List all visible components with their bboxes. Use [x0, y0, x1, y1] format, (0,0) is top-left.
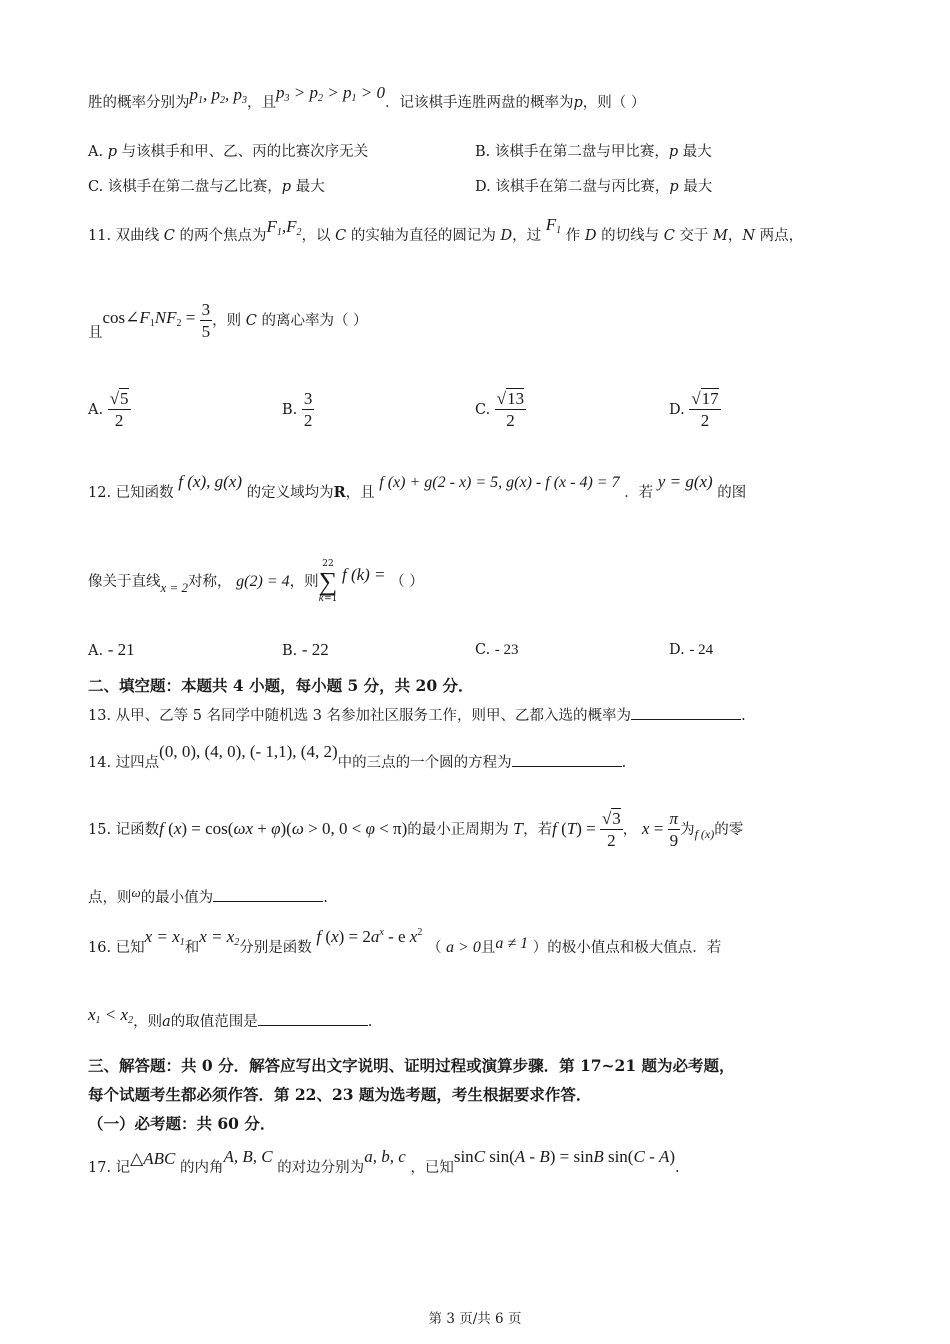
q16-line2: $x_1 < x_2$，则a的取值范围是 . — [88, 1005, 373, 1030]
q14: 14. 过四点(0, 0), (4, 0), (- 1,1), (4, 2)中的三点的一个圆的方程为 . — [88, 742, 627, 771]
q10-ineq: $p_3 > p_2 > p_1 > 0$ — [276, 83, 385, 104]
q12-option-c: C. - 23 — [475, 642, 519, 658]
q11-line2: 且$\cos\angle F_1NF_2$ = $\frac{3}{5}$ ，则 C 的离心率为（ ） — [88, 300, 368, 341]
q17: 17. 记△ABC 的内角A, B, C 的对边分别为a, b, c ，已知sinC sin(A - B) = sinB sin(C - A). — [88, 1147, 680, 1176]
section-3-required-heading: （一）必考题：共 60 分． — [88, 1114, 276, 1133]
q11-fraction: $\frac{3}{5}$ — [201, 300, 211, 341]
q11-option-d: D. $\frac{√17}{2}$ — [669, 389, 719, 430]
q12-line2: 像关于直线x = 2对称， g(2) = 4，则 22 ∑ k=1 f (k) = （ ） — [88, 559, 424, 604]
q10-option-b: B. 该棋手在第二盘与甲比赛，p 最大 — [475, 144, 712, 160]
q11-option-b: B. $\frac{3}{2}$ — [282, 389, 313, 430]
q12-option-a: A. - 21 — [88, 640, 135, 659]
q12-option-b: B. - 22 — [282, 640, 329, 659]
q10-option-c: C. 该棋手在第二盘与乙比赛，p 最大 — [88, 179, 325, 195]
q11-option-c: C. $\frac{√13}{2}$ — [475, 389, 525, 430]
section-3-heading-line1: 三、解答题：共 0 分．解答应写出文字说明、证明过程或演算步骤．第 17~21 题为必考题， — [88, 1056, 735, 1075]
page-footer: 第 3 页/共 6 页 — [428, 1311, 522, 1327]
q13: 13. 从甲、乙等 5 名同学中随机选 3 名参加社区服务工作，则甲、乙都入选的概率为 . — [88, 704, 746, 726]
sum-symbol: 22 ∑ k=1 — [318, 559, 338, 604]
section-3-heading-line2: 每个试题考生都必须作答．第 22、23 题为选考题，考生根据要求作答． — [88, 1085, 592, 1104]
q12-line1: 12. 已知函数 f (x), g(x) 的定义域均为R，且 f (x) + g(2 - x) = 5, g(x) - f (x - 4) = 7 ．若 y = g(x) 的图 — [88, 472, 747, 501]
q16-line1: 16. 已知$x = x_1$和$x = x_2$分别是函数 f $(x) = 2a^x - e$ $x^2$ （ a > 0且a ≠ 1 ）的极小值点和极大值点．若 — [88, 927, 722, 956]
q11-line1: 11. 双曲线 C 的两个焦点为$F_1,F_2$，以 C 的实轴为直径的圆记为 D，过 $F_1$ 作 D 的切线与 C 交于 M，N 两点， — [88, 215, 804, 244]
q11-option-a: A. $\frac{√5}{2}$ — [88, 389, 129, 430]
q10-option-a: A. p 与该棋手和甲、乙、丙的比赛次序无关 — [88, 144, 369, 160]
q10-line1: 胜的概率分别为$p_1$, $p_2$, $p_3$，且$p_3 > p_2 > p_1 > 0$．记该棋手连胜两盘的概率为p，则（ ） — [88, 83, 646, 111]
q15-line2: 点，则ω的最小值为 . — [88, 885, 328, 906]
section-2-heading: 二、填空题：本题共 4 小题，每小题 5 分，共 20 分． — [88, 676, 474, 695]
q10-probs: $p_1$, $p_2$, $p_3$ — [189, 85, 247, 106]
q10-option-d: D. 该棋手在第二盘与丙比赛，p 最大 — [475, 179, 713, 195]
q15-line1: 15. 记函数f (x) = cos(ωx + φ)(ω > 0, 0 < φ < π)的最小正周期为 T，若f (T) = $\frac{√3}{2}$ ， x = $\frac{\pi}{9}$ 为$_{f (x)}$的零 — [88, 809, 744, 850]
q12-option-d: D. - 24 — [669, 642, 714, 658]
